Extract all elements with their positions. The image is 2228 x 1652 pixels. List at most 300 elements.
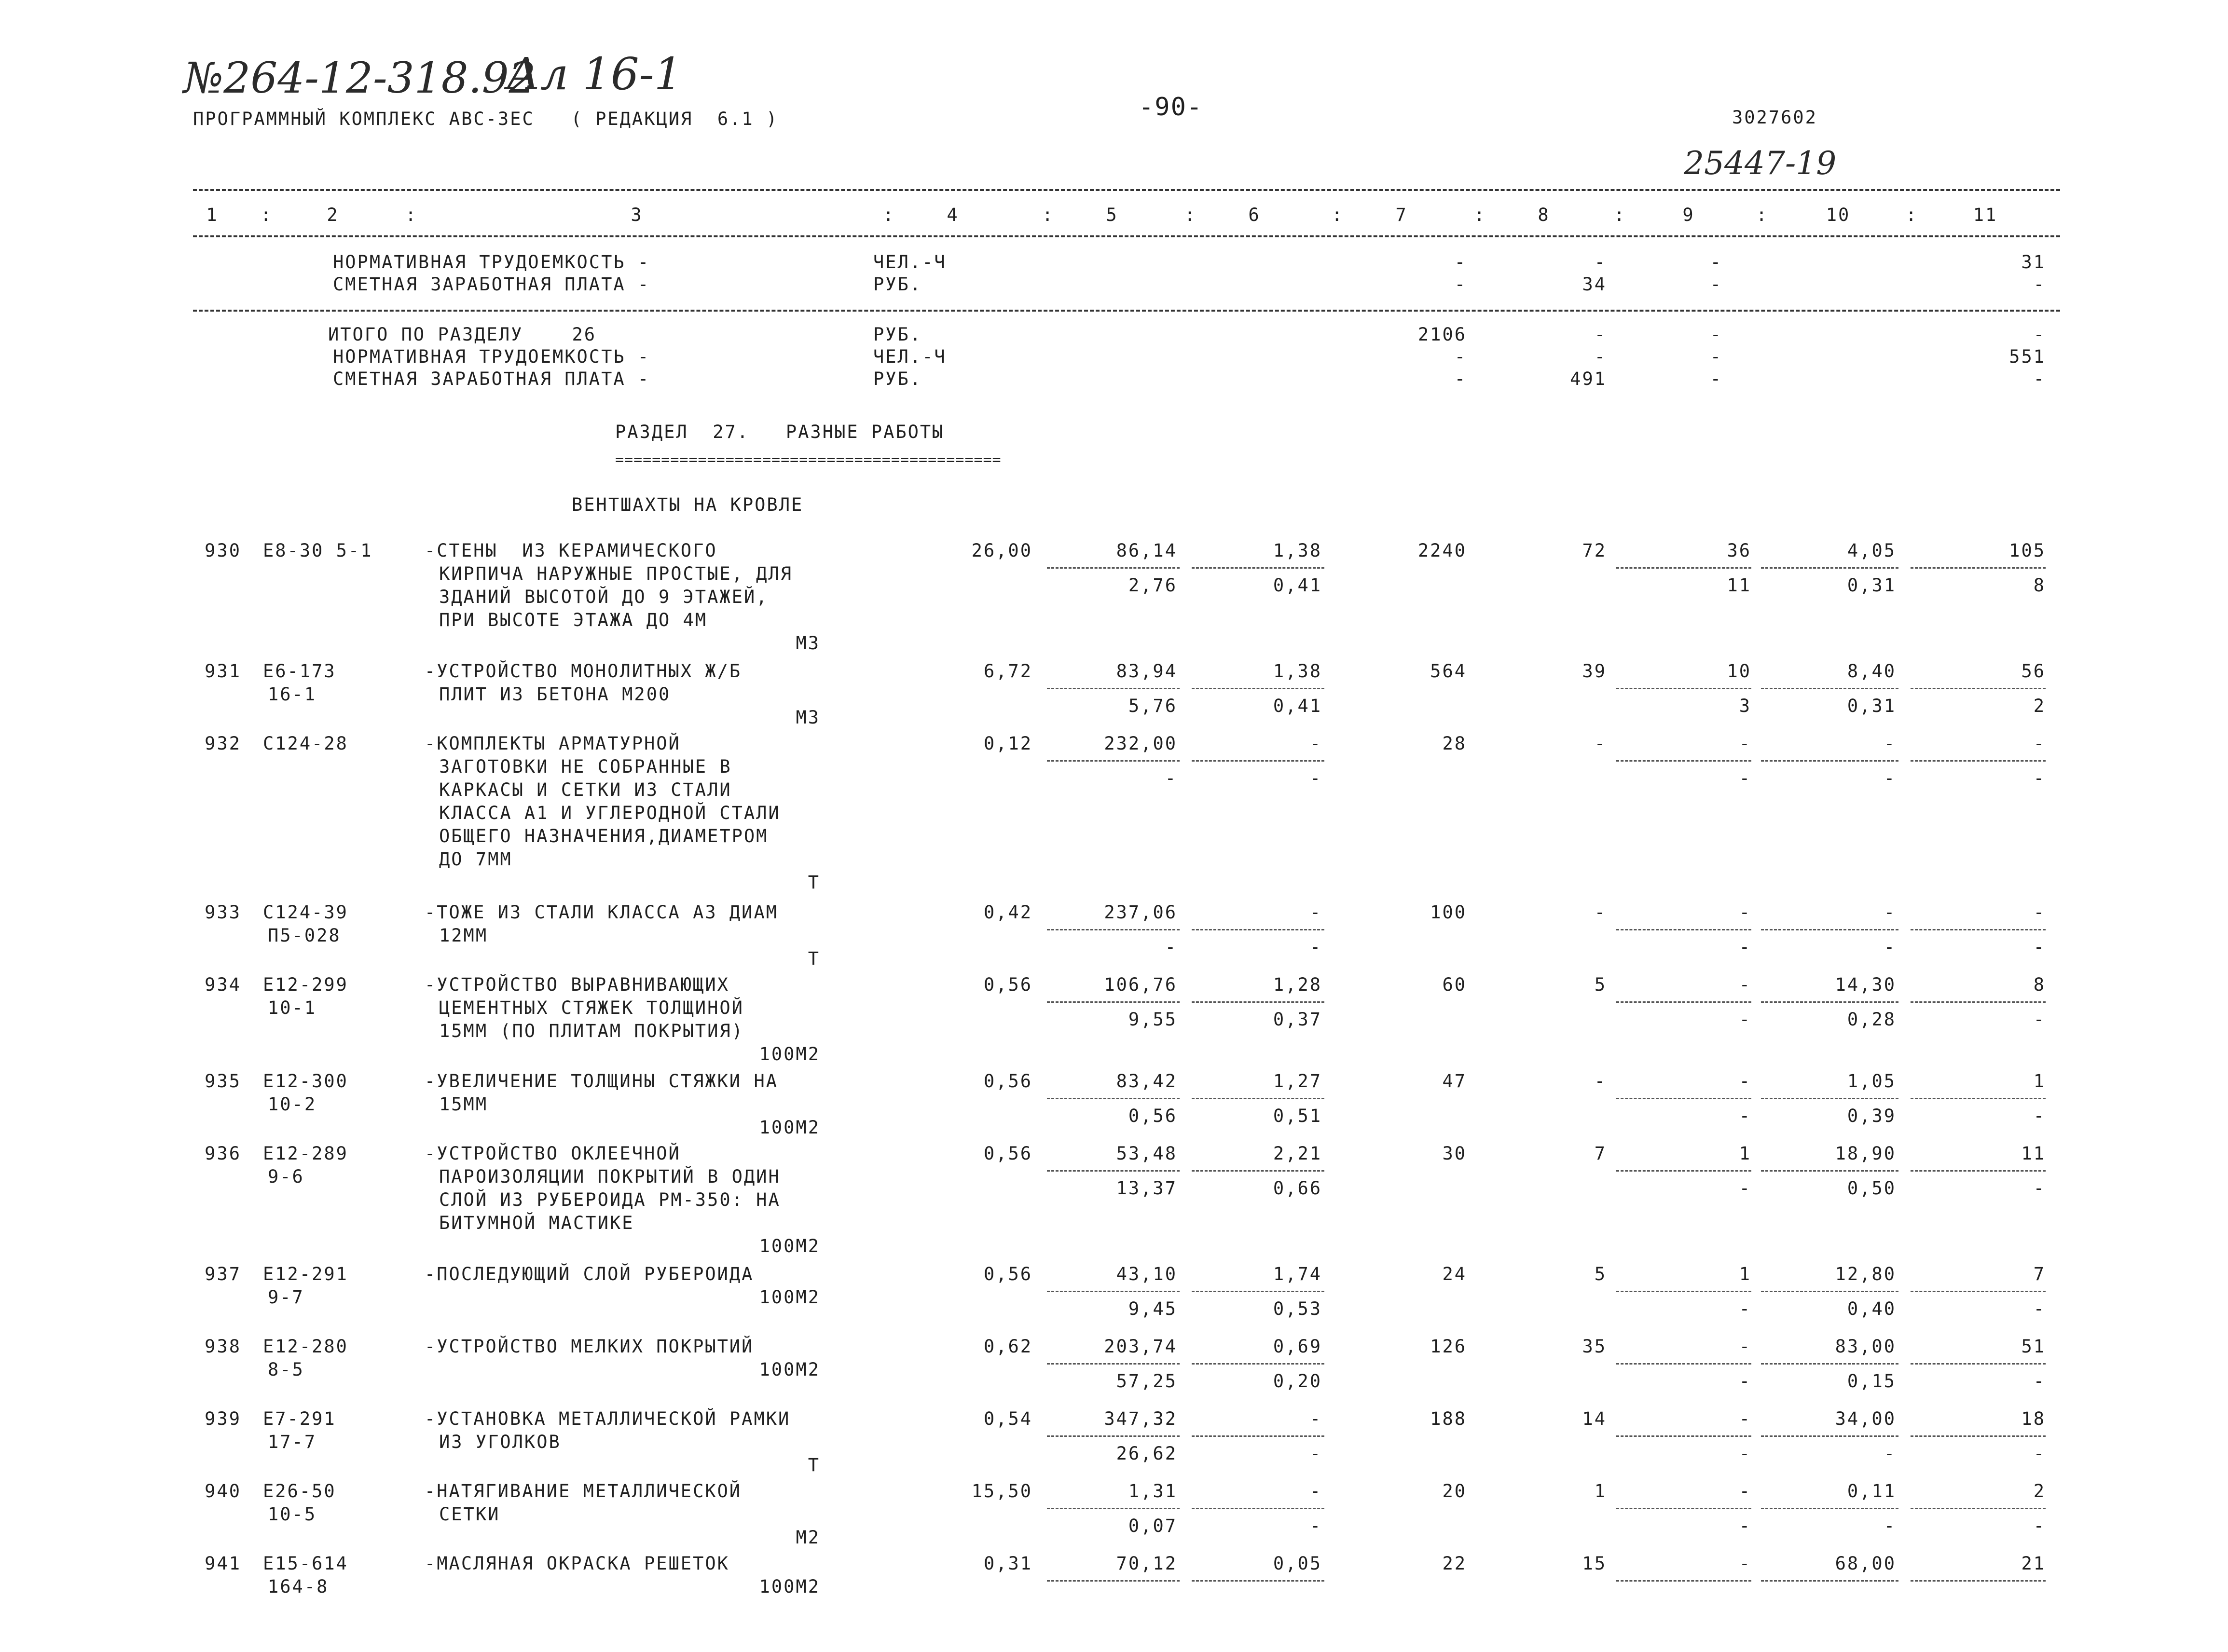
- item-total-cost: 2240: [1417, 540, 1467, 561]
- summary-col9: -: [1710, 324, 1722, 345]
- item-col6-sub: -: [1309, 1443, 1322, 1464]
- dash-col11: [1911, 929, 2046, 930]
- item-col9: -: [1739, 1553, 1751, 1574]
- dash-col9: [1616, 1291, 1751, 1292]
- item-col8: 39: [1582, 661, 1607, 682]
- item-unit-wage: 0,07: [1128, 1515, 1177, 1536]
- summary-col11: -: [2033, 369, 2046, 389]
- item-description: -УВЕЛИЧЕНИЕ ТОЛЩИНЫ СТЯЖКИ НА: [425, 1071, 779, 1092]
- item-number: 937: [205, 1264, 241, 1284]
- item-code: Е12-289: [263, 1143, 348, 1164]
- item-col6-sub: 0,41: [1273, 696, 1322, 716]
- column-header-8: 8: [1538, 205, 1550, 225]
- dash-col9: [1616, 1508, 1751, 1509]
- item-unit-wage: 5,76: [1128, 696, 1177, 716]
- summary-unit: РУБ.: [873, 369, 922, 389]
- item-description: БИТУМНОЙ МАСТИКЕ: [439, 1213, 634, 1233]
- item-unit-cost: 1,31: [1128, 1481, 1177, 1502]
- page-number: -90-: [1139, 93, 1203, 122]
- item-number: 931: [205, 661, 241, 682]
- item-col10: 14,30: [1835, 974, 1896, 995]
- item-description: -УСТРОЙСТВО ОКЛЕЕЧНОЙ: [425, 1143, 681, 1164]
- item-number: 933: [205, 902, 241, 923]
- item-unit-cost: 86,14: [1116, 540, 1177, 561]
- dash-col5: [1047, 1580, 1180, 1582]
- item-number: 935: [205, 1071, 241, 1092]
- summary-label: СМЕТНАЯ ЗАРАБОТНАЯ ПЛАТА -: [333, 369, 650, 389]
- item-col9-sub: 11: [1727, 575, 1751, 596]
- summary-label: НОРМАТИВНАЯ ТРУДОЕМКОСТЬ -: [333, 252, 650, 273]
- item-col9-sub: -: [1739, 1009, 1751, 1030]
- item-col11: 56: [2021, 661, 2046, 682]
- item-total-cost: 24: [1442, 1264, 1467, 1284]
- item-description: КАРКАСЫ И СЕТКИ ИЗ СТАЛИ: [439, 779, 732, 800]
- summary-col9: -: [1710, 369, 1722, 389]
- item-description: -МАСЛЯНАЯ ОКРАСКА РЕШЕТОК: [425, 1553, 729, 1574]
- item-quantity: 0,56: [983, 974, 1032, 995]
- item-unit-cost: 106,76: [1104, 974, 1177, 995]
- item-col9-sub: -: [1739, 1298, 1751, 1319]
- dash-col5: [1047, 567, 1180, 569]
- dash-col11: [1911, 1291, 2046, 1292]
- item-col8: 7: [1594, 1143, 1607, 1164]
- item-col11: 21: [2021, 1553, 2046, 1574]
- item-col6: -: [1309, 902, 1322, 923]
- item-col8: 72: [1582, 540, 1607, 561]
- item-unit: М3: [796, 707, 820, 728]
- dash-col11: [1911, 1580, 2046, 1582]
- column-separator: :: [1756, 205, 1769, 225]
- item-col10-sub: 0,31: [1847, 575, 1896, 596]
- item-number: 932: [205, 733, 241, 754]
- item-total-cost: 564: [1430, 661, 1467, 682]
- item-col8: -: [1594, 733, 1607, 754]
- program-title: ПРОГРАММНЫЙ КОМПЛЕКС АВС-3ЕС ( РЕДАКЦИЯ 6.1 ): [193, 109, 779, 129]
- dash-col9: [1616, 688, 1751, 689]
- item-col10-sub: -: [1884, 768, 1896, 789]
- item-col6: 2,21: [1273, 1143, 1322, 1164]
- item-col9-sub: -: [1739, 1106, 1751, 1126]
- dash-col6: [1192, 1580, 1324, 1582]
- item-unit: Т: [808, 872, 820, 893]
- item-description: -КОМПЛЕКТЫ АРМАТУРНОЙ: [425, 733, 681, 754]
- column-header-3: 3: [631, 205, 643, 225]
- item-code: Е12-299: [263, 974, 348, 995]
- item-number: 938: [205, 1336, 241, 1357]
- item-col10: 68,00: [1835, 1553, 1896, 1574]
- item-col10: 12,80: [1835, 1264, 1896, 1284]
- item-quantity: 0,56: [983, 1264, 1032, 1284]
- dash-col10: [1761, 1363, 1898, 1365]
- item-quantity: 6,72: [983, 661, 1032, 682]
- item-col11: 51: [2021, 1336, 2046, 1357]
- item-unit: 100М2: [759, 1236, 820, 1256]
- item-col9: -: [1739, 1071, 1751, 1092]
- item-description: -УСТРОЙСТВО МЕЛКИХ ПОКРЫТИЙ: [425, 1336, 754, 1357]
- item-col6: 1,38: [1273, 540, 1322, 561]
- dash-col6: [1192, 1508, 1324, 1509]
- item-code: 164-8: [268, 1576, 329, 1597]
- item-code: 8-5: [268, 1359, 304, 1380]
- item-col11: 11: [2021, 1143, 2046, 1164]
- item-col6: -: [1309, 733, 1322, 754]
- column-separator: :: [883, 205, 895, 225]
- item-total-cost: 188: [1430, 1408, 1467, 1429]
- item-description: КЛАССА А1 И УГЛЕРОДНОЙ СТАЛИ: [439, 803, 781, 823]
- item-unit-cost: 70,12: [1116, 1553, 1177, 1574]
- item-code: 10-1: [268, 997, 317, 1018]
- item-code: П5-028: [268, 925, 341, 946]
- item-unit: 100М2: [759, 1576, 820, 1597]
- rule-header-bottom: [193, 235, 2060, 237]
- dash-col10: [1761, 760, 1898, 762]
- dash-col5: [1047, 1435, 1180, 1437]
- dash-col6: [1192, 1001, 1324, 1003]
- dash-col6: [1192, 1291, 1324, 1292]
- column-header-6: 6: [1248, 205, 1261, 225]
- item-col6: 1,27: [1273, 1071, 1322, 1092]
- dash-col11: [1911, 1363, 2046, 1365]
- summary-col8: 491: [1570, 369, 1607, 389]
- item-unit: 100М2: [759, 1287, 820, 1308]
- dash-col6: [1192, 1363, 1324, 1365]
- item-unit: М3: [796, 633, 820, 654]
- column-separator: :: [261, 205, 273, 225]
- column-header-1: 1: [206, 205, 219, 225]
- item-col11: 105: [2009, 540, 2046, 561]
- item-unit: 100М2: [759, 1044, 820, 1065]
- dash-col11: [1911, 1508, 2046, 1509]
- item-description: ИЗ УГОЛКОВ: [439, 1432, 561, 1452]
- item-col11-sub: -: [2033, 1178, 2046, 1199]
- dash-col9: [1616, 929, 1751, 930]
- summary-col7: -: [1454, 369, 1467, 389]
- dash-col6: [1192, 688, 1324, 689]
- item-col11: 1: [2033, 1071, 2046, 1092]
- summary-col9: -: [1710, 252, 1722, 273]
- item-description: ПРИ ВЫСОТЕ ЭТАЖА ДО 4М: [439, 610, 708, 630]
- dash-col10: [1761, 1435, 1898, 1437]
- dash-col5: [1047, 1363, 1180, 1365]
- rule-summary: [193, 310, 2060, 312]
- item-unit: 100М2: [759, 1117, 820, 1138]
- item-unit: М2: [796, 1527, 820, 1548]
- item-col6-sub: -: [1309, 937, 1322, 957]
- column-header-10: 10: [1826, 205, 1851, 225]
- item-col9-sub: -: [1739, 1443, 1751, 1464]
- summary-label: СМЕТНАЯ ЗАРАБОТНАЯ ПЛАТА -: [333, 274, 650, 295]
- dash-col9: [1616, 1435, 1751, 1437]
- item-col9-sub: 3: [1739, 696, 1751, 716]
- item-unit-cost: 347,32: [1104, 1408, 1177, 1429]
- item-col10-sub: 0,50: [1847, 1178, 1896, 1199]
- item-description: 12ММ: [439, 925, 488, 946]
- dash-col5: [1047, 760, 1180, 762]
- item-description: -УСТРОЙСТВО ВЫРАВНИВАЮЩИХ: [425, 974, 729, 995]
- item-col9-sub: -: [1739, 768, 1751, 789]
- rule-top: [193, 189, 2060, 191]
- item-unit-wage: 2,76: [1128, 575, 1177, 596]
- item-quantity: 0,54: [983, 1408, 1032, 1429]
- dash-col9: [1616, 1170, 1751, 1172]
- item-col6: -: [1309, 1481, 1322, 1502]
- dash-col9: [1616, 760, 1751, 762]
- dash-col10: [1761, 688, 1898, 689]
- dash-col5: [1047, 1291, 1180, 1292]
- item-quantity: 0,31: [983, 1553, 1032, 1574]
- item-code: 17-7: [268, 1432, 317, 1452]
- item-code: Е7-291: [263, 1408, 336, 1429]
- dash-col11: [1911, 1001, 2046, 1003]
- column-header-9: 9: [1682, 205, 1695, 225]
- item-total-cost: 47: [1442, 1071, 1467, 1092]
- item-col10-sub: -: [1884, 1443, 1896, 1464]
- dash-col10: [1761, 929, 1898, 930]
- item-col11-sub: -: [2033, 1515, 2046, 1536]
- dash-col5: [1047, 688, 1180, 689]
- item-col11-sub: -: [2033, 1106, 2046, 1126]
- item-unit-wage: 9,45: [1128, 1298, 1177, 1319]
- dash-col10: [1761, 1170, 1898, 1172]
- dash-col11: [1911, 1098, 2046, 1099]
- dash-col11: [1911, 688, 2046, 689]
- dash-col5: [1047, 1098, 1180, 1099]
- item-col10: -: [1884, 733, 1896, 754]
- dash-col5: [1047, 1508, 1180, 1509]
- item-unit: 100М2: [759, 1359, 820, 1380]
- item-col9: 1: [1739, 1264, 1751, 1284]
- item-col9-sub: -: [1739, 1178, 1751, 1199]
- dash-col10: [1761, 1508, 1898, 1509]
- item-code: С124-39: [263, 902, 348, 923]
- item-col9: -: [1739, 1408, 1751, 1429]
- item-unit-wage: -: [1165, 937, 1177, 957]
- item-total-cost: 126: [1430, 1336, 1467, 1357]
- item-col8: 14: [1582, 1408, 1607, 1429]
- item-total-cost: 22: [1442, 1553, 1467, 1574]
- item-col11: 2: [2033, 1481, 2046, 1502]
- item-col11-sub: 2: [2033, 696, 2046, 716]
- item-description: ДО 7ММ: [439, 849, 512, 870]
- item-col10: 18,90: [1835, 1143, 1896, 1164]
- dash-col5: [1047, 1170, 1180, 1172]
- summary-col7: -: [1454, 346, 1467, 367]
- item-col9-sub: -: [1739, 937, 1751, 957]
- item-code: Е15-614: [263, 1553, 348, 1574]
- item-description: ЗДАНИЙ ВЫСОТОЙ ДО 9 ЭТАЖЕЙ,: [439, 587, 769, 607]
- dash-col6: [1192, 929, 1324, 930]
- dash-col6: [1192, 1435, 1324, 1437]
- item-unit-cost: 203,74: [1104, 1336, 1177, 1357]
- dash-col9: [1616, 1001, 1751, 1003]
- column-separator: :: [1042, 205, 1055, 225]
- item-col6: 1,74: [1273, 1264, 1322, 1284]
- item-quantity: 0,12: [983, 733, 1032, 754]
- summary-label: НОРМАТИВНАЯ ТРУДОЕМКОСТЬ -: [333, 346, 650, 367]
- item-col11-sub: -: [2033, 937, 2046, 957]
- dash-col10: [1761, 1098, 1898, 1099]
- item-number: 939: [205, 1408, 241, 1429]
- summary-col7: 2106: [1417, 324, 1467, 345]
- item-col9-sub: -: [1739, 1371, 1751, 1392]
- item-quantity: 26,00: [971, 540, 1032, 561]
- handwritten-sheet-mark: Ал 16-1: [507, 48, 683, 100]
- column-separator: :: [1614, 205, 1626, 225]
- item-unit-cost: 83,94: [1116, 661, 1177, 682]
- column-separator: :: [1906, 205, 1918, 225]
- item-col8: 1: [1594, 1481, 1607, 1502]
- item-col9-sub: -: [1739, 1515, 1751, 1536]
- item-col10: 1,05: [1847, 1071, 1896, 1092]
- item-code: Е26-50: [263, 1481, 336, 1502]
- item-total-cost: 30: [1442, 1143, 1467, 1164]
- item-description: ЗАГОТОВКИ НЕ СОБРАННЫЕ В: [439, 756, 732, 777]
- item-col6: -: [1309, 1408, 1322, 1429]
- summary-col8: -: [1594, 252, 1607, 273]
- item-col9: -: [1739, 1481, 1751, 1502]
- item-col11-sub: -: [2033, 1443, 2046, 1464]
- item-col9: 1: [1739, 1143, 1751, 1164]
- dash-col11: [1911, 567, 2046, 569]
- item-unit: Т: [808, 1455, 820, 1475]
- summary-unit: ЧЕЛ.-Ч: [873, 346, 947, 367]
- item-col11: 8: [2033, 974, 2046, 995]
- item-col9: 36: [1727, 540, 1751, 561]
- item-col8: 5: [1594, 974, 1607, 995]
- column-separator: :: [1474, 205, 1486, 225]
- item-col11-sub: -: [2033, 1009, 2046, 1030]
- item-col10: 0,11: [1847, 1481, 1896, 1502]
- section-title: РАЗДЕЛ 27. РАЗНЫЕ РАБОТЫ: [615, 422, 945, 442]
- document-number: 3027602: [1732, 107, 1817, 128]
- item-code: 9-7: [268, 1287, 304, 1308]
- dash-col9: [1616, 1580, 1751, 1582]
- column-separator: :: [1184, 205, 1197, 225]
- item-col11-sub: -: [2033, 1298, 2046, 1319]
- summary-unit: РУБ.: [873, 324, 922, 345]
- item-col9: 10: [1727, 661, 1751, 682]
- summary-col7: -: [1454, 274, 1467, 295]
- item-col6-sub: 0,37: [1273, 1009, 1322, 1030]
- item-code: Е12-280: [263, 1336, 348, 1357]
- item-total-cost: 20: [1442, 1481, 1467, 1502]
- item-unit-cost: 43,10: [1116, 1264, 1177, 1284]
- item-col11: 18: [2021, 1408, 2046, 1429]
- item-col9: -: [1739, 733, 1751, 754]
- item-col8: -: [1594, 902, 1607, 923]
- item-col10: -: [1884, 902, 1896, 923]
- item-col11-sub: -: [2033, 1371, 2046, 1392]
- item-col10: 34,00: [1835, 1408, 1896, 1429]
- handwritten-code: №264-12-318.92: [183, 53, 536, 103]
- item-col9: -: [1739, 1336, 1751, 1357]
- item-unit-wage: 26,62: [1116, 1443, 1177, 1464]
- item-unit-wage: 57,25: [1116, 1371, 1177, 1392]
- item-description: КИРПИЧА НАРУЖНЫЕ ПРОСТЫЕ, ДЛЯ: [439, 563, 793, 584]
- item-col11: -: [2033, 733, 2046, 754]
- dash-col6: [1192, 1170, 1324, 1172]
- section-underline: ==========================================: [615, 451, 1002, 468]
- dash-col6: [1192, 567, 1324, 569]
- item-quantity: 0,62: [983, 1336, 1032, 1357]
- column-header-5: 5: [1106, 205, 1118, 225]
- item-code: Е12-300: [263, 1071, 348, 1092]
- summary-unit: РУБ.: [873, 274, 922, 295]
- item-col6: 0,69: [1273, 1336, 1322, 1357]
- item-code: Е8-30 5-1: [263, 540, 373, 561]
- item-col10: 8,40: [1847, 661, 1896, 682]
- item-number: 940: [205, 1481, 241, 1502]
- item-code: Е12-291: [263, 1264, 348, 1284]
- item-col11: 7: [2033, 1264, 2046, 1284]
- item-col8: 5: [1594, 1264, 1607, 1284]
- item-unit-wage: 0,56: [1128, 1106, 1177, 1126]
- item-col10-sub: 0,31: [1847, 696, 1896, 716]
- item-code: С124-28: [263, 733, 348, 754]
- item-col10-sub: 0,40: [1847, 1298, 1896, 1319]
- item-unit-wage: 13,37: [1116, 1178, 1177, 1199]
- item-description: ПАРОИЗОЛЯЦИИ ПОКРЫТИЙ В ОДИН: [439, 1166, 781, 1187]
- dash-col9: [1616, 1098, 1751, 1099]
- item-col10-sub: -: [1884, 1515, 1896, 1536]
- summary-label: ИТОГО ПО РАЗДЕЛУ 26: [328, 324, 597, 345]
- item-number: 930: [205, 540, 241, 561]
- summary-col11: -: [2033, 274, 2046, 295]
- item-col6-sub: 0,51: [1273, 1106, 1322, 1126]
- item-col8: -: [1594, 1071, 1607, 1092]
- item-col6-sub: 0,41: [1273, 575, 1322, 596]
- item-description: -НАТЯГИВАНИЕ МЕТАЛЛИЧЕСКОЙ: [425, 1481, 742, 1502]
- item-code: 10-5: [268, 1504, 317, 1525]
- dash-col9: [1616, 1363, 1751, 1365]
- summary-col8: -: [1594, 324, 1607, 345]
- item-description: -УСТРОЙСТВО МОНОЛИТНЫХ Ж/Б: [425, 661, 742, 682]
- item-description: СЛОЙ ИЗ РУБЕРОИДА РМ-350: НА: [439, 1189, 781, 1210]
- item-unit-wage: -: [1165, 768, 1177, 789]
- section-subtitle: ВЕНТШАХТЫ НА КРОВЛЕ: [572, 494, 804, 515]
- summary-col11: -: [2033, 324, 2046, 345]
- item-col6-sub: -: [1309, 768, 1322, 789]
- dash-col10: [1761, 1001, 1898, 1003]
- item-quantity: 0,56: [983, 1071, 1032, 1092]
- item-unit-cost: 232,00: [1104, 733, 1177, 754]
- dash-col5: [1047, 929, 1180, 930]
- summary-col7: -: [1454, 252, 1467, 273]
- summary-col8: 34: [1582, 274, 1607, 295]
- item-code: 9-6: [268, 1166, 304, 1187]
- summary-col9: -: [1710, 274, 1722, 295]
- dash-col10: [1761, 1291, 1898, 1292]
- dash-col5: [1047, 1001, 1180, 1003]
- dash-col6: [1192, 760, 1324, 762]
- item-col10-sub: 0,28: [1847, 1009, 1896, 1030]
- item-col11-sub: -: [2033, 768, 2046, 789]
- item-description: ОБЩЕГО НАЗНАЧЕНИЯ,ДИАМЕТРОМ: [439, 826, 769, 846]
- summary-col9: -: [1710, 346, 1722, 367]
- item-col6-sub: 0,66: [1273, 1178, 1322, 1199]
- dash-col11: [1911, 760, 2046, 762]
- item-col11: -: [2033, 902, 2046, 923]
- item-quantity: 0,42: [983, 902, 1032, 923]
- dash-col10: [1761, 567, 1898, 569]
- item-description: ЦЕМЕНТНЫХ СТЯЖЕК ТОЛЩИНОЙ: [439, 997, 744, 1018]
- column-separator: :: [405, 205, 418, 225]
- item-code: 16-1: [268, 684, 317, 705]
- dash-col11: [1911, 1170, 2046, 1172]
- summary-col11: 551: [2009, 346, 2046, 367]
- item-unit: Т: [808, 948, 820, 969]
- item-col10-sub: -: [1884, 937, 1896, 957]
